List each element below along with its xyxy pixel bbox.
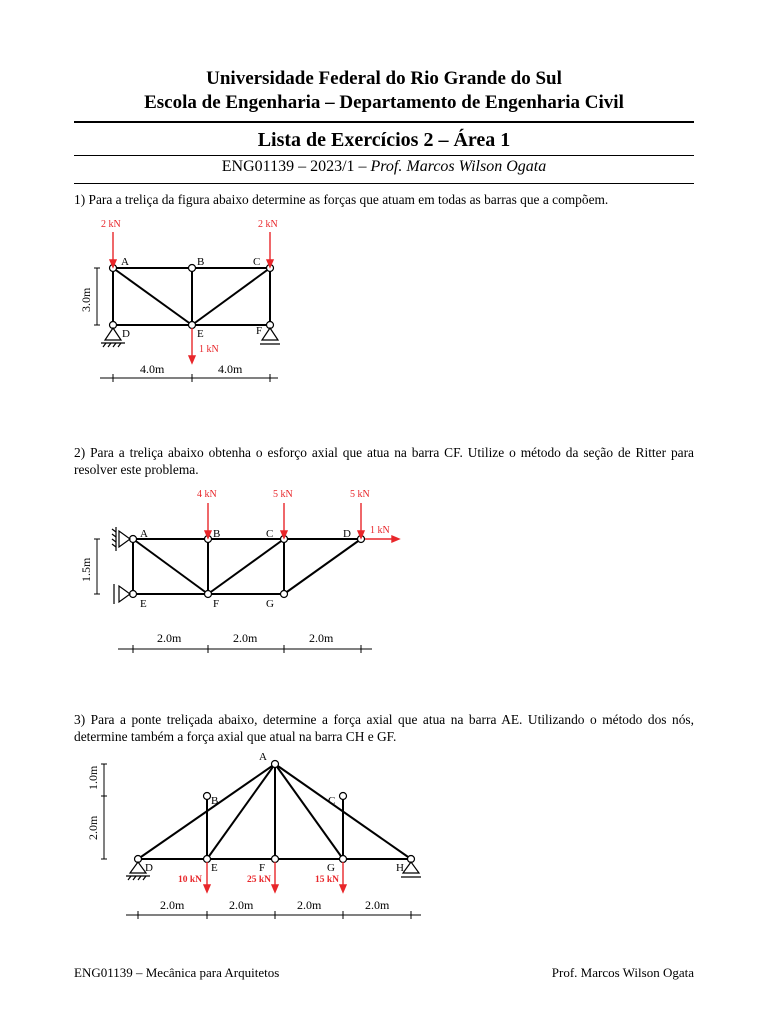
dimension-label: 2.0m [160,898,185,912]
question-2-text: 2) Para a treliça abaixo obtenha o esforço axial que atua na barra CF. Utilize o método da seção de Ritter para resolver este problema. [74,445,694,477]
node-b-label: B [213,528,221,540]
footer-course: ENG01139 – Mecânica para Arquitetos [74,965,280,980]
university-name: Universidade Federal do Rio Grande do Sul [206,68,562,89]
professor-name: Prof. Marcos Wilson Ogata [370,158,547,175]
load-label: 1 kN [370,525,390,536]
node-g-label: G [327,862,335,874]
list-title: Lista de Exercícios 2 – Área 1 [257,129,511,151]
node-b-label: B [197,256,205,268]
load-label: 4 kN [197,489,217,500]
dimension-label: 2.0m [365,898,390,912]
node-f-label: F [256,325,263,337]
node-a-label: A [259,751,267,763]
dimension-label: 2.0m [309,631,334,645]
node-a-label: A [121,256,129,268]
load-label: 2 kN [258,219,278,230]
dimension-label: 4.0m [140,362,165,376]
node-e-label: E [140,598,147,610]
load-label: 25 kN [247,875,272,885]
question-1-text: 1) Para a treliça da figura abaixo determine as forças que atuam em todas as barras que a compõem. [74,192,609,207]
node-e-label: E [211,862,218,874]
node-a-label: A [140,528,148,540]
course-code: ENG01139 – 2023/1 – [221,158,371,175]
dimension-label: 2.0m [233,631,258,645]
load-label: 10 kN [178,875,203,885]
load-label: 5 kN [350,489,370,500]
dimension-label: 4.0m [218,362,243,376]
dimension-label: 2.0m [86,815,100,840]
dimension-label: 2.0m [157,631,182,645]
node-d-label: D [343,528,351,540]
school-department: Escola de Engenharia – Departamento de Engenharia Civil [144,92,624,113]
load-label: 1 kN [199,344,219,355]
dimension-label: 1.0m [86,765,100,790]
node-d-label: D [122,328,130,340]
node-c-label: C [253,256,261,268]
node-f-label: F [213,598,220,610]
node-g-label: G [266,598,274,610]
node-d-label: D [145,862,153,874]
footer-professor: Prof. Marcos Wilson Ogata [551,965,694,980]
dimension-label: 1.5m [79,557,93,582]
dimension-label: 2.0m [229,898,254,912]
node-c-label: C [266,528,274,540]
question-3-text: 3) Para a ponte treliçada abaixo, determine a força axial que atua na barra AE. Utilizando o método dos nós, determine também a força axial que atual na barra CH e GF. [74,712,694,744]
dimension-label: 3.0m [79,287,93,312]
node-c-label: C [328,795,336,807]
load-label: 5 kN [273,489,293,500]
node-b-label: B [211,795,219,807]
load-label: 15 kN [315,875,340,885]
dimension-label: 2.0m [297,898,322,912]
load-label: 2 kN [101,219,121,230]
node-h-label: H [396,862,404,874]
node-f-label: F [259,862,266,874]
node-e-label: E [197,328,204,340]
